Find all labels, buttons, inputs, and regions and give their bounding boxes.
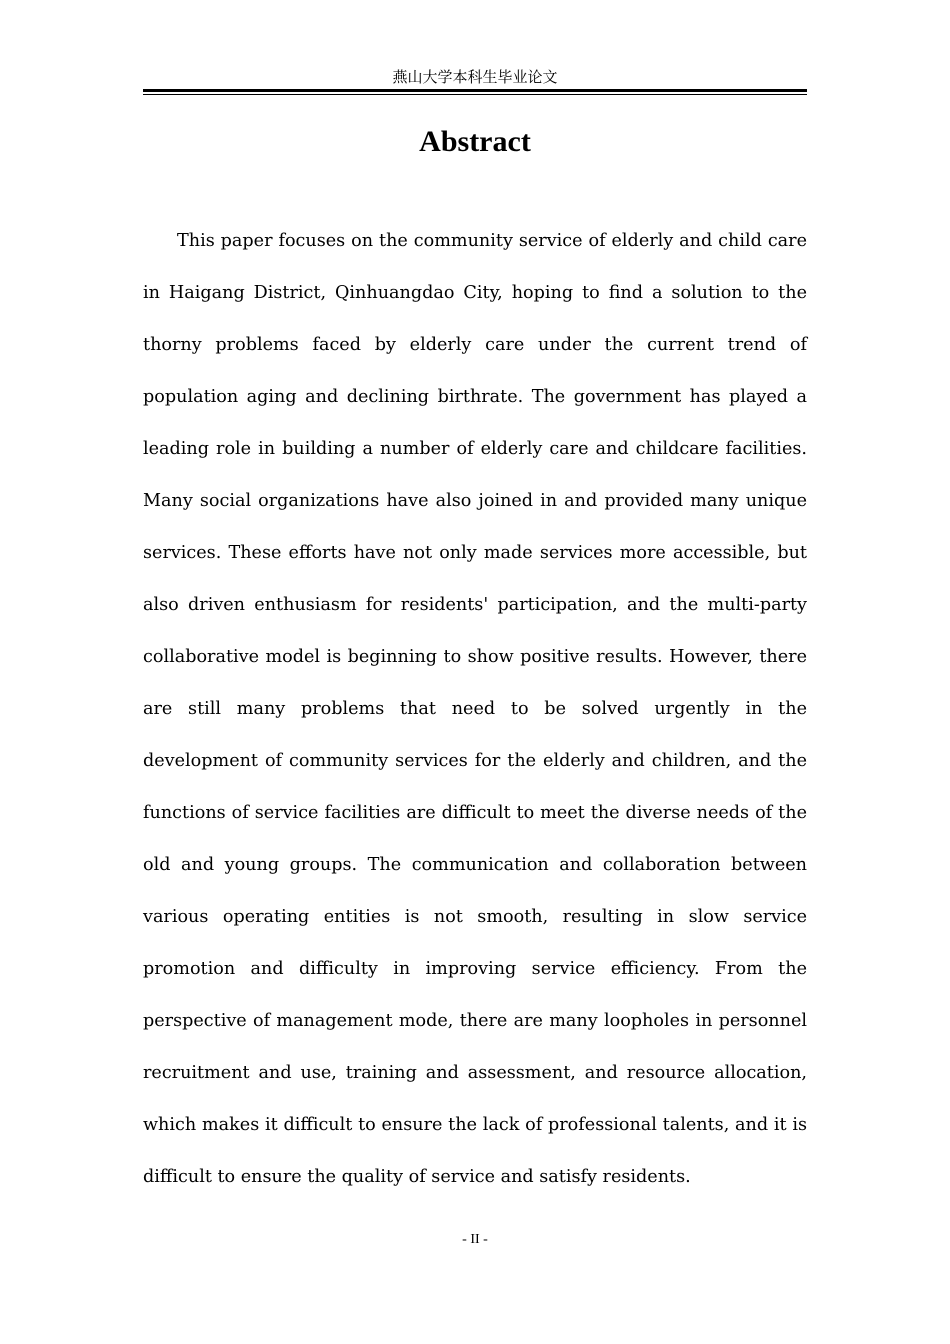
abstract-paragraph: This paper focuses on the community service of elderly and child care in Haigang District, Qinhuangdao City, hoping to find a solution to the thorny problems faced by elderly care under the current trend of population aging and declining birthrate. The government has played a leading role in building a number of elderly care and childcare facilities. Many social organizations have also joined in and provided many unique services. These efforts have not only made services more accessible, but also driven enthusiasm for residents' participation, and the multi-party collaborative model is beginning to show positive results. However, there are still many problems that need to be solved urgently in the development of community services for the elderly and children, and the functions of service facilities are difficult to meet the diverse needs of the old and young groups. The communication and collaboration between various operating entities is not smooth, resulting in slow service promotion and difficulty in improving service efficiency. From the perspective of management mode, there are many loopholes in personnel recruitment and use, training and assessment, and resource allocation, which makes it difficult to ensure the lack of professional talents, and it is difficult to ensure the quality of service and satisfy residents. bbox=[143, 231, 807, 1187]
page-number: - II - bbox=[462, 1232, 488, 1247]
header-title: 燕山大学本科生毕业论文 bbox=[392, 68, 558, 86]
header-rule-thin bbox=[143, 94, 807, 95]
page-header bbox=[143, 66, 807, 88]
header-rule-thick bbox=[143, 89, 807, 92]
page-title: Abstract bbox=[419, 125, 531, 158]
